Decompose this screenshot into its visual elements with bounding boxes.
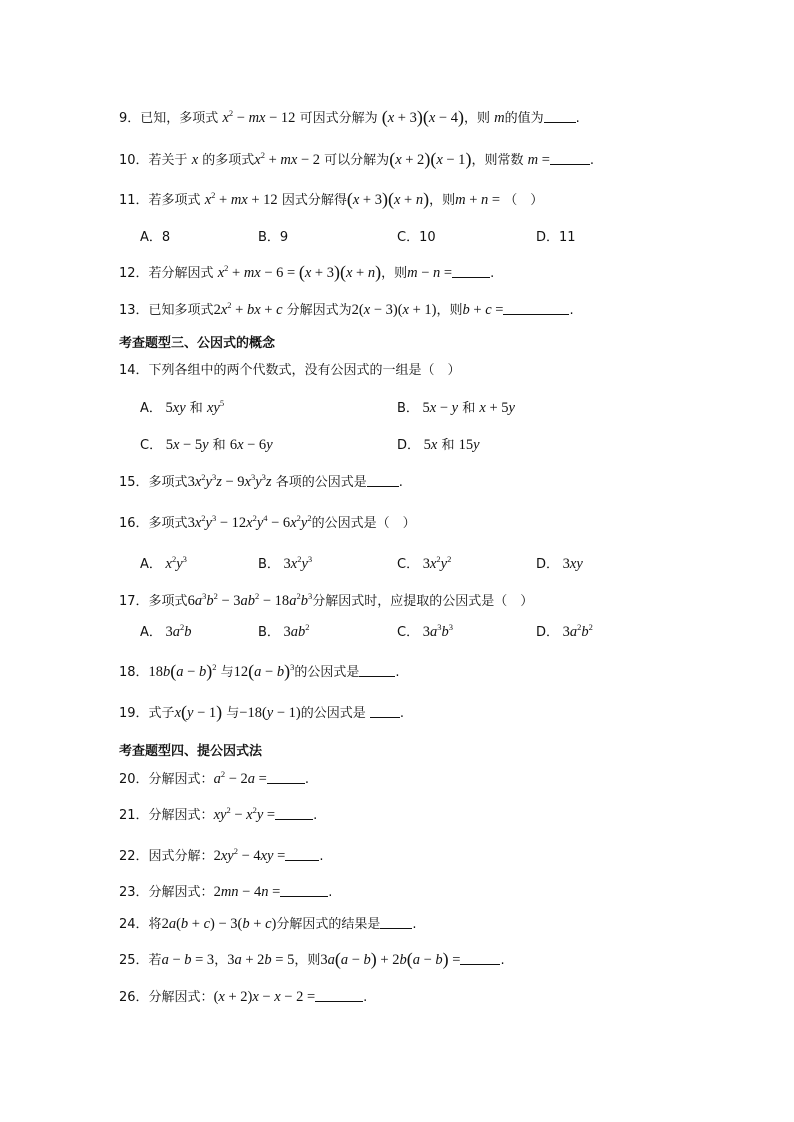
- option-b[interactable]: B． $3x^2y^3$: [258, 554, 313, 572]
- question-22: 22．因式分解：$2xy^2 - 4xy$ = .: [119, 846, 324, 864]
- question-number: 15．: [119, 475, 149, 490]
- answer-blank[interactable]: [280, 884, 328, 897]
- question-number: 9．: [119, 111, 141, 126]
- question-21: 21．分解因式：$xy^2 - x^2y$ = .: [119, 805, 318, 823]
- math-expr: $3x^2y^3z - 9x^3y^3z$: [187, 472, 272, 490]
- question-number: 26．: [119, 990, 149, 1005]
- question-15: 15．多项式$3x^2y^3z - 9x^3y^3z$ 各项的公因式是 .: [119, 472, 403, 490]
- math-expr: $xy^2 - x^2y$ =: [213, 805, 276, 823]
- math-expr: 2(x − 3)(x + 1): [351, 302, 437, 318]
- math-expr: −18(y − 1): [239, 705, 301, 721]
- option-a[interactable]: A． $3a^2b$: [140, 622, 192, 640]
- math-expr: 2mn − 4n =: [213, 884, 281, 900]
- question-number: 12．: [119, 266, 149, 281]
- question-number: 17．: [119, 594, 149, 609]
- option-a[interactable]: A． 5xy 和 $xy^5$: [140, 398, 225, 416]
- math-expr: $a^2 - 2a$ =: [213, 769, 267, 787]
- option-d[interactable]: D．11: [536, 230, 576, 245]
- math-expr: (x + 3)(x + n): [346, 189, 430, 209]
- question-number: 14．: [119, 363, 149, 378]
- option-d[interactable]: D． $3a^2b^2$: [536, 622, 593, 640]
- question-11: 11．若多项式 $x^2$ + mx + 12 因式分解得(x + 3)(x + n)，则m + n = （ ）: [119, 189, 544, 209]
- question-number: 22．: [119, 849, 149, 864]
- answer-blank[interactable]: [544, 110, 576, 123]
- question-10: 10．若关于 x 的多项式$x^2$ + mx − 2 可以分解为(x + 2)(x − 1)，则常数 m = .: [119, 149, 595, 169]
- question-16: 16．多项式$3x^2y^3 - 12x^2y^4 - 6x^2y^2$的公因式是（ ）: [119, 513, 416, 531]
- question-number: 23．: [119, 885, 149, 900]
- question-number: 25．: [119, 953, 149, 968]
- section-heading-4: 考查题型四、提公因式法: [119, 744, 263, 759]
- question-19: 19．式子x(y − 1) 与−18(y − 1)的公因式是 .: [119, 702, 405, 722]
- question-20: 20．分解因式：$a^2 - 2a$ = .: [119, 769, 309, 787]
- math-expr: $x^2$ + mx − 2: [254, 150, 321, 168]
- question-number: 18．: [119, 665, 149, 680]
- answer-blank[interactable]: [370, 705, 400, 718]
- answer-blank[interactable]: [285, 848, 319, 861]
- option-c[interactable]: C． $3a^3b^3$: [397, 622, 453, 640]
- question-number: 11．: [119, 193, 149, 208]
- answer-blank[interactable]: [550, 152, 590, 165]
- math-expr: $3x^2y^3 - 12x^2y^4 - 6x^2y^2$: [187, 513, 312, 531]
- option-c[interactable]: C． 5x − 5y 和 6x − 6y: [140, 437, 273, 453]
- math-expr: (x + 2)(x − 1): [389, 149, 472, 169]
- option-d[interactable]: D． 3xy: [536, 556, 583, 572]
- math-expr: $18b(a - b)^2$: [148, 661, 217, 681]
- question-number: 19．: [119, 706, 149, 721]
- section-heading-3: 考查题型三、公因式的概念: [119, 336, 276, 351]
- answer-blank[interactable]: [460, 952, 500, 965]
- question-9: 9．已知，多项式 $x^2$ − mx − 12 可因式分解为 (x + 3)(x − 4)，则 m的值为 .: [119, 107, 580, 127]
- option-b[interactable]: B．9: [258, 230, 289, 245]
- math-expr: x(y − 1): [174, 702, 223, 722]
- math-expr: (x + 3)(x − 4): [381, 107, 464, 127]
- question-number: 24．: [119, 917, 149, 932]
- math-expr: $x^2$ + mx + 12: [204, 190, 278, 208]
- math-expr: $x^2$ − mx − 12: [222, 108, 296, 126]
- question-13: 13．已知多项式$2x^2$ + bx + c 分解因式为2(x − 3)(x + 1)，则b + c = .: [119, 300, 574, 318]
- math-expr: 3a(a − b) + 2b(a − b) =: [320, 949, 461, 969]
- option-c[interactable]: C．10: [397, 230, 436, 245]
- answer-blank[interactable]: [503, 302, 569, 315]
- answer-blank[interactable]: [315, 989, 363, 1002]
- math-expr: $x^2$ + mx − 6 = (x + 3)(x + n): [217, 262, 382, 282]
- option-b[interactable]: B． $3ab^2$: [258, 622, 310, 640]
- answer-blank[interactable]: [452, 265, 490, 278]
- math-expr: $6a^3b^2 - 3ab^2 - 18a^2b^3$: [187, 591, 313, 609]
- question-25: 25．若a − b = 3，3a + 2b = 5，则3a(a − b) + 2b(a − b) = .: [119, 949, 505, 969]
- math-expr: $12(a - b)^3$: [233, 661, 295, 681]
- option-a[interactable]: A． $x^2y^3$: [140, 554, 187, 572]
- math-expr: $2x^2$ + bx + c: [213, 300, 283, 318]
- answer-blank[interactable]: [275, 807, 313, 820]
- answer-blank[interactable]: [359, 664, 395, 677]
- question-18: 18．$18b(a - b)^2$ 与$12(a - b)^3$的公因式是 .: [119, 661, 400, 681]
- math-expr: $2xy^2 - 4xy$ =: [213, 846, 286, 864]
- option-a[interactable]: A．8: [140, 230, 171, 245]
- question-14: 14．下列各组中的两个代数式，没有公因式的一组是（ ）: [119, 363, 461, 378]
- answer-blank[interactable]: [267, 771, 305, 784]
- question-17: 17．多项式$6a^3b^2 - 3ab^2 - 18a^2b^3$分解因式时，应提取的公因式是（ ）: [119, 591, 534, 609]
- math-expr: 2a(b + c) − 3(b + c): [161, 916, 277, 932]
- option-d[interactable]: D． 5x 和 15y: [397, 437, 480, 453]
- math-expr: (x + 2)x − x − 2 =: [213, 989, 316, 1005]
- question-number: 20．: [119, 772, 149, 787]
- question-12: 12．若分解因式 $x^2$ + mx − 6 = (x + 3)(x + n)，则m − n = .: [119, 262, 495, 282]
- question-26: 26．分解因式：(x + 2)x − x − 2 = .: [119, 989, 368, 1005]
- question-number: 10．: [119, 153, 149, 168]
- question-24: 24．将2a(b + c) − 3(b + c)分解因式的结果是 .: [119, 916, 417, 932]
- question-number: 16．: [119, 516, 149, 531]
- math-expr: a − b = 3: [161, 952, 215, 968]
- question-23: 23．分解因式：2mn − 4n = .: [119, 884, 333, 900]
- math-expr: 3a + 2b = 5: [227, 952, 295, 968]
- option-c[interactable]: C． $3x^2y^2$: [397, 554, 452, 572]
- answer-blank[interactable]: [367, 474, 399, 487]
- question-number: 21．: [119, 808, 149, 823]
- question-number: 13．: [119, 303, 149, 318]
- answer-blank[interactable]: [380, 916, 412, 929]
- option-b[interactable]: B． 5x − y 和 x + 5y: [397, 400, 515, 416]
